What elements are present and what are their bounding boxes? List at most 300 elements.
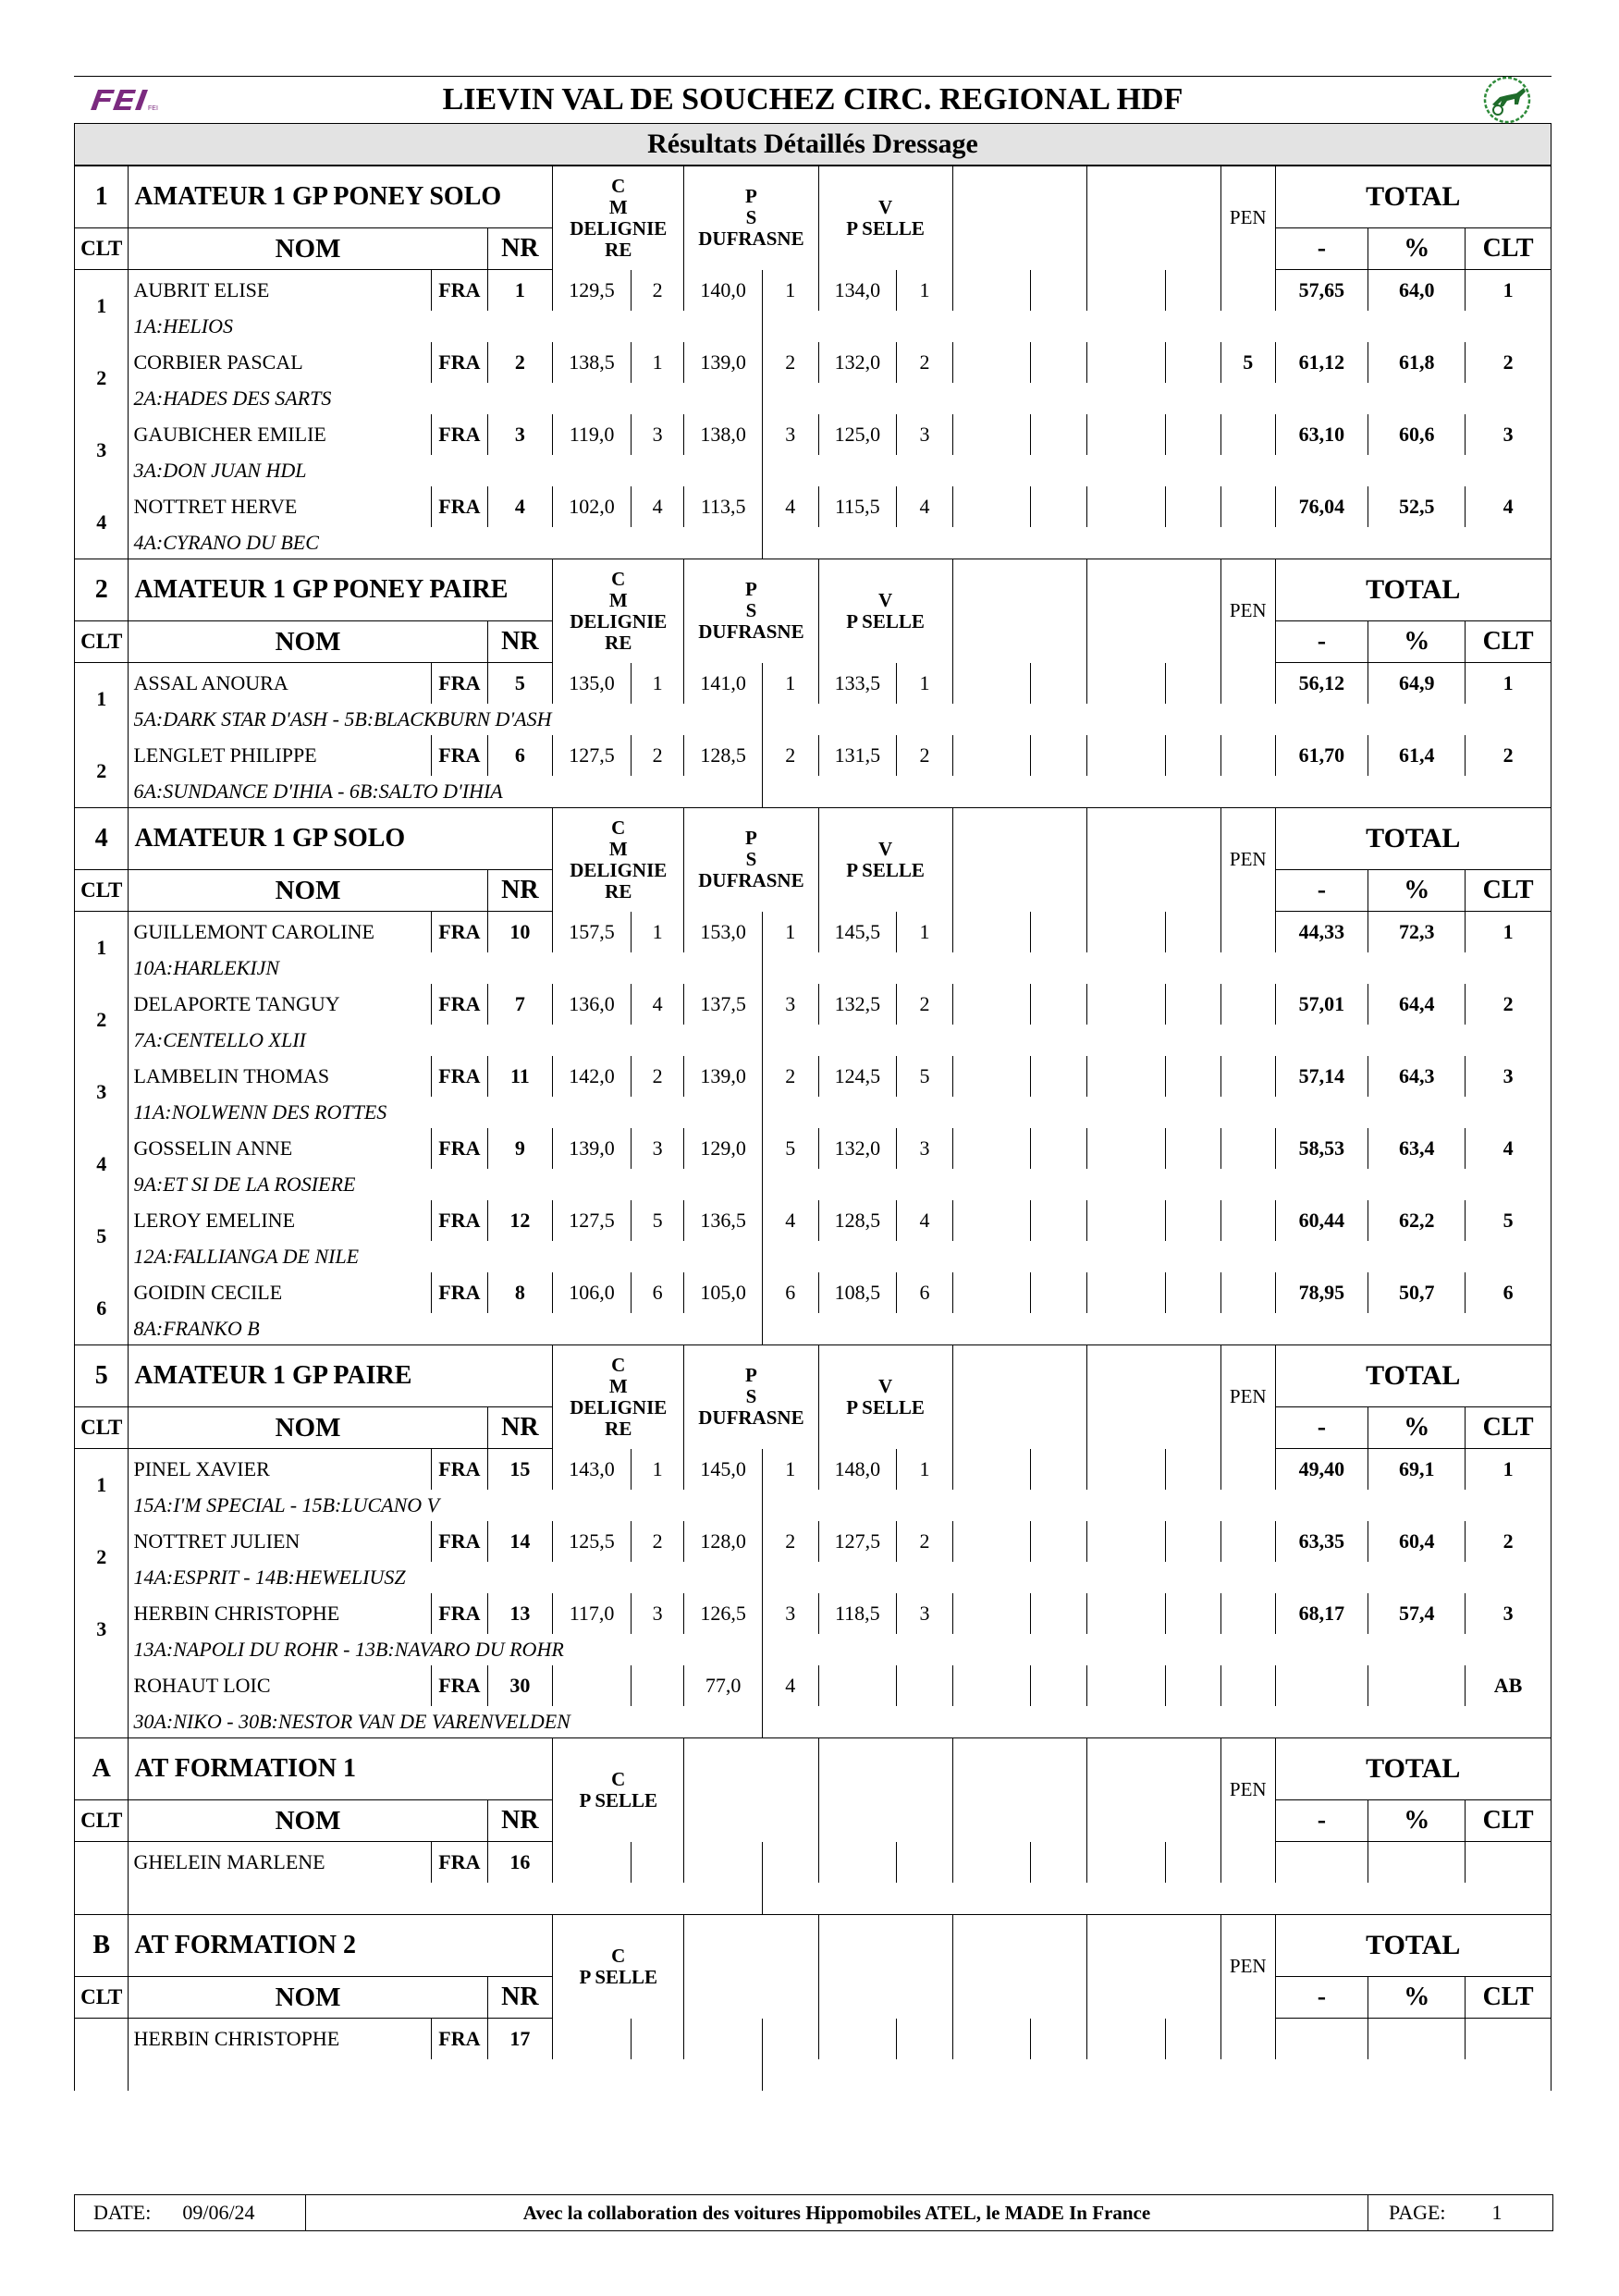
horse-names (129, 2059, 763, 2091)
total-percent (1368, 2019, 1466, 2060)
footer-date-label: DATE: (93, 2201, 152, 2224)
total-percent: 63,4 (1368, 1128, 1466, 1169)
judge-header-line: M (608, 588, 628, 611)
judge-score: 125,5 (553, 1521, 632, 1562)
total-rank (1466, 2019, 1552, 2060)
judge-rank: 1 (763, 270, 818, 312)
judge-score: 153,0 (684, 912, 763, 953)
judge-score: 131,5 (818, 735, 897, 776)
judge-score: 77,0 (684, 1665, 763, 1706)
judge-score: 118,5 (818, 1593, 897, 1634)
competitor-rank: 1 (75, 1449, 129, 1522)
judge-rank (631, 1842, 683, 1884)
pen-header: PEN (1221, 166, 1275, 270)
competitor-rank: 2 (75, 735, 129, 808)
judge-rank: 2 (631, 1056, 683, 1097)
judge-rank: 3 (763, 1593, 818, 1634)
judge-rank-empty (1165, 270, 1220, 312)
total-percent: 64,9 (1368, 663, 1466, 705)
penalty-value (1221, 735, 1275, 776)
judge-rank-empty (1031, 735, 1086, 776)
competitor-name: NOTTRET HERVE (129, 486, 432, 527)
section-header-row (75, 1915, 1552, 1977)
judge-header (684, 1345, 818, 1449)
judge-header (553, 1738, 684, 1842)
total-minus: 57,65 (1275, 270, 1368, 312)
judge-rank-empty (763, 2019, 818, 2060)
competitor-nation: FRA (432, 735, 487, 776)
horse-names: 14A:ESPRIT - 14B:HEWELIUSZ (129, 1562, 763, 1593)
horse-row (75, 1883, 1552, 1915)
competitor-row (75, 984, 1552, 1025)
horse-row (75, 311, 1552, 342)
competitor-name: GHELEIN MARLENE (129, 1842, 432, 1884)
judge-rank-empty (1165, 984, 1220, 1025)
competitor-row (75, 1593, 1552, 1634)
judge-header-line: P (745, 578, 757, 601)
total-percent: 64,0 (1368, 270, 1466, 312)
row-spacer (763, 1313, 1552, 1345)
section-number: 2 (75, 559, 129, 621)
total-rank: 6 (1466, 1272, 1552, 1313)
judge-rank: 2 (631, 735, 683, 776)
competitor-rank: 5 (75, 1200, 129, 1272)
empty-judge-column (952, 1915, 1086, 2019)
horse-names: 4A:CYRANO DU BEC (129, 527, 763, 559)
pen-header: PEN (1221, 808, 1275, 912)
judge-rank: 2 (631, 270, 683, 312)
competitor-rank: 6 (75, 1272, 129, 1345)
competitor-nation: FRA (432, 342, 487, 383)
total-minus: 57,01 (1275, 984, 1368, 1025)
judge-rank: 2 (631, 1521, 683, 1562)
judge-score: 115,5 (818, 486, 897, 527)
horse-names: 9A:ET SI DE LA ROSIERE (129, 1169, 763, 1200)
competitor-number: 4 (487, 486, 553, 527)
total-rank: 4 (1466, 1128, 1552, 1169)
clt-total-header: CLT (1466, 1407, 1552, 1449)
judge-rank-empty (1165, 1842, 1220, 1884)
judge-score-empty (1086, 912, 1165, 953)
horse-names: 10A:HARLEKIJN (129, 952, 763, 984)
competitor-number: 13 (487, 1593, 553, 1634)
total-header: TOTAL (1275, 559, 1552, 621)
judge-header-line: P SELLE (846, 1395, 925, 1418)
judge-header-line: C (611, 1353, 626, 1376)
judge-score: 127,5 (553, 735, 632, 776)
judge-score: 106,0 (553, 1272, 632, 1313)
total-minus: 63,10 (1275, 414, 1368, 455)
competitor-name: HERBIN CHRISTOPHE (129, 2019, 432, 2060)
judge-score-empty (1086, 1056, 1165, 1097)
penalty-value (1221, 984, 1275, 1025)
judge-rank: 2 (763, 1056, 818, 1097)
judge-score: 141,0 (684, 663, 763, 705)
horse-names: 3A:DON JUAN HDL (129, 455, 763, 486)
empty-judge-column (952, 1738, 1086, 1842)
empty-judge-column (952, 808, 1086, 912)
competitor-name: LEROY EMELINE (129, 1200, 432, 1241)
judge-score-empty (1086, 1593, 1165, 1634)
judge-score: 128,5 (818, 1200, 897, 1241)
pen-header: PEN (1221, 1345, 1275, 1449)
empty-judge-column (684, 1738, 818, 1842)
judge-header-line: P SELLE (846, 216, 925, 239)
judge-score: 127,5 (818, 1521, 897, 1562)
judge-header-line: C (611, 174, 626, 197)
competitor-name: HERBIN CHRISTOPHE (129, 1593, 432, 1634)
penalty-value (1221, 414, 1275, 455)
total-percent (1368, 1842, 1466, 1884)
row-spacer (763, 1097, 1552, 1128)
judge-rank: 3 (897, 1593, 953, 1634)
nr-header: NR (487, 870, 553, 912)
judge-score-empty (1086, 663, 1165, 705)
competitor-name: ASSAL ANOURA (129, 663, 432, 705)
total-percent: 69,1 (1368, 1449, 1466, 1491)
horse-names: 7A:CENTELLO XLII (129, 1025, 763, 1056)
empty-judge-column (952, 1345, 1086, 1449)
horse-row (75, 776, 1552, 808)
judge-rank-empty (1165, 1665, 1220, 1706)
row-spacer (763, 1634, 1552, 1665)
horse-carriage-logo (1479, 75, 1535, 125)
competitor-name: PINEL XAVIER (129, 1449, 432, 1491)
total-rank: 5 (1466, 1200, 1552, 1241)
judge-rank: 4 (897, 486, 953, 527)
empty-judge-column (1086, 166, 1220, 270)
judge-header-line: RE (605, 879, 632, 902)
judge-rank: 2 (763, 342, 818, 383)
competitor-row (75, 1200, 1552, 1241)
competitor-name: GAUBICHER EMILIE (129, 414, 432, 455)
total-minus: 57,14 (1275, 1056, 1368, 1097)
total-minus: 44,33 (1275, 912, 1368, 953)
total-rank: 4 (1466, 486, 1552, 527)
judge-rank: 3 (763, 414, 818, 455)
section-number: B (75, 1915, 129, 1977)
total-minus: 58,53 (1275, 1128, 1368, 1169)
competitor-row (75, 1521, 1552, 1562)
row-spacer (763, 455, 1552, 486)
judge-rank-empty (1031, 414, 1086, 455)
judge-header (553, 166, 684, 270)
clt-total-header: CLT (1466, 1800, 1552, 1842)
competitor-name: ROHAUT LOIC (129, 1665, 432, 1706)
competitor-number: 5 (487, 663, 553, 705)
judge-score-empty (952, 1665, 1031, 1706)
competitor-number: 16 (487, 1842, 553, 1884)
judge-header-line: P SELLE (579, 1788, 658, 1811)
row-spacer (763, 1241, 1552, 1272)
row-spacer (763, 1883, 1552, 1915)
nom-header: NOM (129, 1977, 487, 2019)
horse-names: 12A:FALLIANGA DE NILE (129, 1241, 763, 1272)
judge-score-empty (952, 486, 1031, 527)
total-percent: 61,4 (1368, 735, 1466, 776)
judge-rank-empty (1031, 1665, 1086, 1706)
judge-header (553, 1345, 684, 1449)
judge-score-empty (1086, 984, 1165, 1025)
judge-rank-empty (1031, 1128, 1086, 1169)
competitor-name: LAMBELIN THOMAS (129, 1056, 432, 1097)
judge-rank-empty (1031, 984, 1086, 1025)
row-spacer (763, 1562, 1552, 1593)
judge-rank: 1 (897, 663, 953, 705)
horse-names: 2A:HADES DES SARTS (129, 383, 763, 414)
judge-score-empty (684, 2019, 763, 2060)
penalty-value (1221, 1521, 1275, 1562)
judge-header-line: C (611, 1767, 626, 1790)
judge-rank-empty (1165, 1593, 1220, 1634)
competitor-rank: 2 (75, 342, 129, 414)
judge-score: 132,0 (818, 1128, 897, 1169)
footer-page (1368, 2195, 1552, 2230)
judge-rank: 2 (897, 1521, 953, 1562)
competitor-number: 30 (487, 1665, 553, 1706)
judge-rank: 1 (631, 342, 683, 383)
judge-rank: 4 (631, 486, 683, 527)
nom-header: NOM (129, 870, 487, 912)
judge-header (553, 808, 684, 912)
competitor-nation: FRA (432, 1200, 487, 1241)
nr-header: NR (487, 228, 553, 270)
judge-rank: 3 (897, 1128, 953, 1169)
competitor-name: DELAPORTE TANGUY (129, 984, 432, 1025)
total-percent: 61,8 (1368, 342, 1466, 383)
minus-header: - (1275, 1977, 1368, 2019)
competitor-rank: 1 (75, 912, 129, 985)
empty-judge-column (952, 166, 1086, 270)
penalty-value (1221, 912, 1275, 953)
horse-names (129, 1883, 763, 1915)
penalty-value (1221, 270, 1275, 312)
competitor-nation: FRA (432, 1521, 487, 1562)
total-percent: 60,4 (1368, 1521, 1466, 1562)
judge-header-line: P SELLE (846, 609, 925, 632)
competitor-name: GOSSELIN ANNE (129, 1128, 432, 1169)
judge-score (553, 1842, 632, 1884)
section-number: A (75, 1738, 129, 1800)
section-title: AMATEUR 1 GP PONEY SOLO (129, 166, 553, 228)
clt-total-header: CLT (1466, 870, 1552, 912)
judge-score: 125,0 (818, 414, 897, 455)
competitor-row (75, 1272, 1552, 1313)
judge-score: 102,0 (553, 486, 632, 527)
judge-header (684, 166, 818, 270)
clt-header: CLT (75, 870, 129, 912)
total-percent: 50,7 (1368, 1272, 1466, 1313)
penalty-value (1221, 1272, 1275, 1313)
competitor-row (75, 663, 1552, 705)
minus-header: - (1275, 228, 1368, 270)
total-rank (1466, 1842, 1552, 1884)
total-header: TOTAL (1275, 1738, 1552, 1800)
competitor-row (75, 1128, 1552, 1169)
competitor-nation: FRA (432, 1665, 487, 1706)
judge-rank-empty (897, 1842, 953, 1884)
row-spacer (763, 952, 1552, 984)
competitor-rank: 1 (75, 663, 129, 736)
judge-rank: 2 (897, 342, 953, 383)
total-minus (1275, 1665, 1368, 1706)
judge-score-empty (1086, 1665, 1165, 1706)
penalty-value: 5 (1221, 342, 1275, 383)
judge-rank: 1 (897, 270, 953, 312)
judge-rank: 4 (897, 1200, 953, 1241)
footer-date-value: 09/06/24 (182, 2201, 255, 2224)
empty-judge-column (818, 1738, 952, 1842)
horse-row (75, 1241, 1552, 1272)
penalty-value (1221, 486, 1275, 527)
judge-score-empty (818, 1842, 897, 1884)
results-table (74, 166, 1552, 2091)
judge-score: 128,5 (684, 735, 763, 776)
judge-rank-empty (1165, 1521, 1220, 1562)
judge-score: 139,0 (553, 1128, 632, 1169)
competitor-nation: FRA (432, 2019, 487, 2060)
total-minus: 60,44 (1275, 1200, 1368, 1241)
horse-row (75, 1634, 1552, 1665)
clt-header: CLT (75, 1407, 129, 1449)
footer-page-number: 1 (1491, 2201, 1502, 2224)
judge-score-empty (952, 2019, 1031, 2060)
judge-score-empty (818, 2019, 897, 2060)
competitor-nation: FRA (432, 1842, 487, 1884)
penalty-value (1221, 663, 1275, 705)
judge-rank: 3 (897, 414, 953, 455)
clt-header: CLT (75, 228, 129, 270)
judge-score: 124,5 (818, 1056, 897, 1097)
fei-logo (85, 84, 178, 114)
clt-total-header: CLT (1466, 621, 1552, 663)
total-minus: 56,12 (1275, 663, 1368, 705)
section-title: AMATEUR 1 GP PAIRE (129, 1345, 553, 1407)
judge-rank-empty (1031, 1842, 1086, 1884)
section-title: AT FORMATION 2 (129, 1915, 553, 1977)
judge-score: 132,5 (818, 984, 897, 1025)
percent-header: % (1368, 621, 1466, 663)
judge-score: 138,0 (684, 414, 763, 455)
judge-score-empty (952, 414, 1031, 455)
judge-score: 108,5 (818, 1272, 897, 1313)
judge-rank: 1 (897, 1449, 953, 1491)
competitor-row (75, 735, 1552, 776)
competitor-number: 15 (487, 1449, 553, 1491)
judge-header (818, 1345, 952, 1449)
judge-rank: 1 (763, 1449, 818, 1491)
penalty-value (1221, 1449, 1275, 1491)
judge-score-empty (1086, 486, 1165, 527)
judge-rank (631, 2019, 683, 2060)
judge-header-line: V (878, 588, 893, 611)
judge-header (684, 808, 818, 912)
section-header-row (75, 808, 1552, 870)
judge-score: 143,0 (553, 1449, 632, 1491)
pen-header: PEN (1221, 1738, 1275, 1842)
judge-header-line: S (745, 848, 757, 871)
section-title: AMATEUR 1 GP PONEY PAIRE (129, 559, 553, 621)
horse-row (75, 704, 1552, 735)
total-header: TOTAL (1275, 1915, 1552, 1977)
judge-score-empty (1086, 1128, 1165, 1169)
competitor-nation: FRA (432, 984, 487, 1025)
judge-score: 157,5 (553, 912, 632, 953)
horse-row (75, 1313, 1552, 1345)
judge-rank-empty (897, 2019, 953, 2060)
section-title: AT FORMATION 1 (129, 1738, 553, 1800)
judge-score: 126,5 (684, 1593, 763, 1634)
total-rank: 3 (1466, 414, 1552, 455)
penalty-value (1221, 1200, 1275, 1241)
competitor-rank: 3 (75, 1593, 129, 1665)
competitor-name: NOTTRET JULIEN (129, 1521, 432, 1562)
judge-rank-empty (1031, 1449, 1086, 1491)
judge-score: 139,0 (684, 1056, 763, 1097)
clt-header: CLT (75, 621, 129, 663)
judge-rank: 5 (763, 1128, 818, 1169)
total-minus: 63,35 (1275, 1521, 1368, 1562)
judge-header-line: P (745, 827, 757, 850)
penalty-value (1221, 1056, 1275, 1097)
judge-score: 135,0 (553, 663, 632, 705)
competitor-name: LENGLET PHILIPPE (129, 735, 432, 776)
percent-header: % (1368, 1800, 1466, 1842)
nr-header: NR (487, 621, 553, 663)
clt-total-header: CLT (1466, 228, 1552, 270)
judge-header-line: DELIGNIE (570, 1395, 668, 1418)
penalty-value (1221, 2019, 1275, 2060)
judge-rank: 2 (897, 735, 953, 776)
competitor-row (75, 912, 1552, 953)
competitor-number: 11 (487, 1056, 553, 1097)
empty-judge-column (1086, 559, 1220, 663)
judge-score: 145,5 (818, 912, 897, 953)
judge-header (553, 1915, 684, 2019)
page-title: LIEVIN VAL DE SOUCHEZ CIRC. REGIONAL HDF (442, 82, 1184, 117)
judge-score-empty (1086, 1272, 1165, 1313)
judge-header-line: V (878, 1374, 893, 1397)
judge-header (818, 559, 952, 663)
clt-header: CLT (75, 1800, 129, 1842)
competitor-nation: FRA (432, 486, 487, 527)
row-spacer (763, 1025, 1552, 1056)
empty-judge-column (684, 1915, 818, 2019)
results-page (74, 76, 1552, 2091)
total-minus: 61,12 (1275, 342, 1368, 383)
horse-row (75, 1169, 1552, 1200)
competitor-nation: FRA (432, 1272, 487, 1313)
judge-score: 136,5 (684, 1200, 763, 1241)
judge-header-line: V (878, 837, 893, 860)
section-number: 5 (75, 1345, 129, 1407)
percent-header: % (1368, 870, 1466, 912)
competitor-number: 9 (487, 1128, 553, 1169)
competitor-rank: 2 (75, 1521, 129, 1593)
judge-score-empty (952, 1842, 1031, 1884)
judge-score: 128,0 (684, 1521, 763, 1562)
row-spacer (763, 776, 1552, 808)
competitor-row (75, 486, 1552, 527)
competitor-rank (75, 2019, 129, 2092)
competitor-rank (75, 1665, 129, 1738)
judge-score-empty (1086, 1842, 1165, 1884)
competitor-row (75, 414, 1552, 455)
judge-rank: 4 (763, 486, 818, 527)
row-spacer (763, 311, 1552, 342)
competitor-rank: 1 (75, 270, 129, 343)
judge-score-empty (952, 1056, 1031, 1097)
